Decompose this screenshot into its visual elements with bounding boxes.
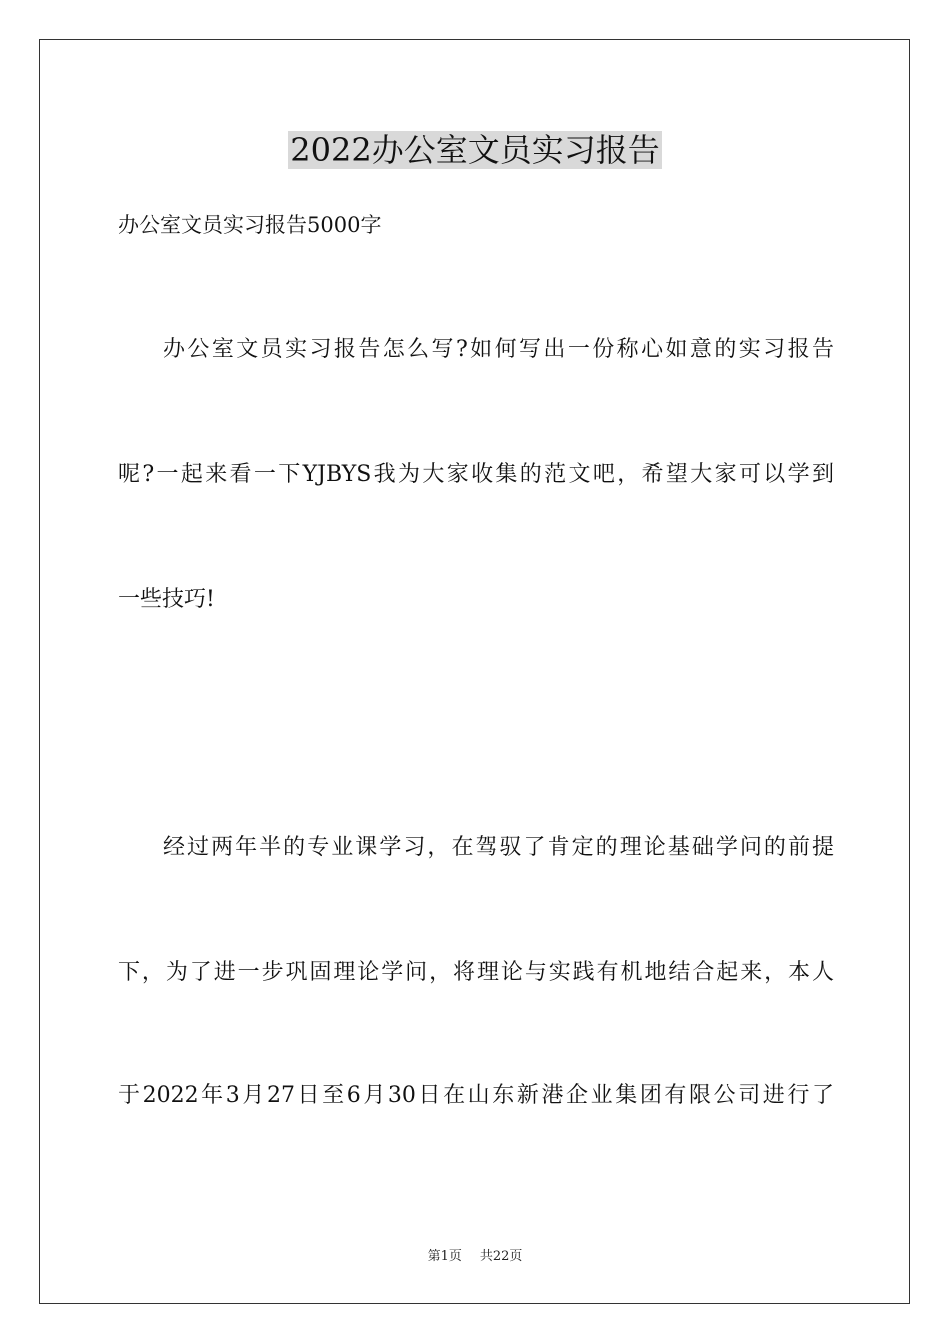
paragraph-1-line-2: 呢?一起来看一下YJBYS我为大家收集的范文吧，希望大家可以学到 <box>118 462 834 487</box>
document-title-text: 2022办公室文员实习报告 <box>290 131 660 169</box>
paragraph-1-line-3: 一些技巧! <box>118 587 215 612</box>
paragraph-2-line-1: 经过两年半的专业课学习，在驾驭了肯定的理论基础学问的前提 <box>163 835 834 860</box>
document-subtitle: 办公室文员实习报告5000字 <box>118 213 382 237</box>
page-total: 共22页 <box>479 1249 523 1264</box>
document-title <box>0 128 950 172</box>
page-number: 第1页 <box>427 1249 462 1264</box>
paragraph-2-line-3: 于2022年3月27日至6月30日在山东新港企业集团有限公司进行了 <box>118 1083 834 1108</box>
paragraph-1-line-1: 办公室文员实习报告怎么写?如何写出一份称心如意的实习报告 <box>163 337 834 362</box>
page-footer <box>0 1248 950 1266</box>
paragraph-2-line-2: 下，为了进一步巩固理论学问，将理论与实践有机地结合起来，本人 <box>118 960 834 985</box>
